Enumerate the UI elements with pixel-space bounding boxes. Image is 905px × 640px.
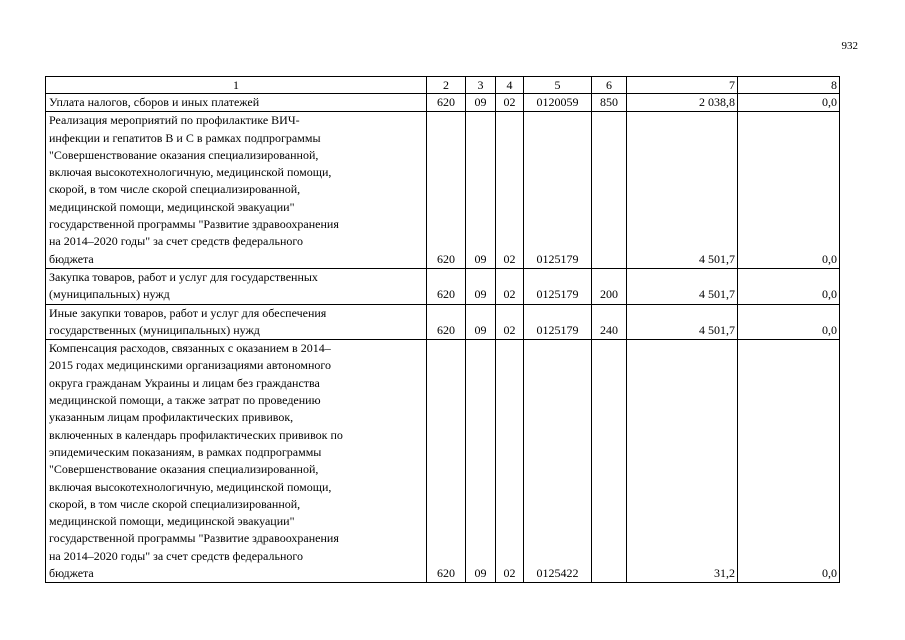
description-line: "Совершенствование оказания специализированной, xyxy=(49,462,319,477)
description-line: Уплата налогов, сборов и иных платежей xyxy=(49,95,260,109)
expense-type-cell: 850 xyxy=(592,94,627,112)
subsection-code-cell: 02 xyxy=(496,112,524,269)
page-number: 932 xyxy=(841,40,858,52)
column-header: 4 xyxy=(496,77,524,94)
admin-code-cell: 620 xyxy=(427,268,466,304)
subsection-code-cell: 02 xyxy=(496,268,524,304)
admin-code-cell: 620 xyxy=(427,94,466,112)
admin-code-cell: 620 xyxy=(427,112,466,269)
row-description xyxy=(46,304,427,340)
column-header: 3 xyxy=(466,77,496,94)
table-row xyxy=(46,304,840,340)
amount-cell: 4 501,7 xyxy=(627,112,738,269)
admin-code-cell: 620 xyxy=(427,340,466,583)
section-code-cell: 09 xyxy=(466,304,496,340)
budget-table xyxy=(45,76,840,583)
row-description xyxy=(46,94,427,112)
section-code-cell: 09 xyxy=(466,340,496,583)
description-line: эпидемическим показаниям, в рамках подпрограммы xyxy=(49,444,322,459)
table-row xyxy=(46,94,840,112)
description-line: округа гражданам Украины и лицам без гражданства xyxy=(49,375,320,390)
description-line: бюджета xyxy=(49,251,94,266)
description-line: (муниципальных) нужд xyxy=(49,287,170,302)
expense-type-cell xyxy=(592,112,627,269)
table-row xyxy=(46,112,840,269)
description-line: государственных (муниципальных) нужд xyxy=(49,322,260,337)
section-code-cell: 09 xyxy=(466,94,496,112)
description-line: Компенсация расходов, связанных с оказанием в 2014– xyxy=(49,341,331,356)
description-line: указанным лицам профилактических прививок, xyxy=(49,410,294,425)
description-line: включая высокотехнологичную, медицинской помощи, xyxy=(49,165,332,180)
admin-code-cell: 620 xyxy=(427,304,466,340)
subsection-code-cell: 02 xyxy=(496,340,524,583)
description-line: медицинской помощи, а также затрат по проведению xyxy=(49,393,321,408)
row-description xyxy=(46,268,427,304)
amount-cell: 2 038,8 xyxy=(627,94,738,112)
header-row xyxy=(46,77,840,94)
subsection-code-cell: 02 xyxy=(496,304,524,340)
table-row xyxy=(46,268,840,304)
subsection-code-cell: 02 xyxy=(496,94,524,112)
expense-type-cell xyxy=(592,340,627,583)
description-line: Закупка товаров, работ и услуг для государственных xyxy=(49,269,318,284)
amount-cell: 0,0 xyxy=(738,268,840,304)
column-header: 6 xyxy=(592,77,627,94)
column-header: 2 xyxy=(427,77,466,94)
description-line: Иные закупки товаров, работ и услуг для обеспечения xyxy=(49,305,327,320)
amount-cell: 4 501,7 xyxy=(627,304,738,340)
section-code-cell: 09 xyxy=(466,268,496,304)
column-header: 1 xyxy=(46,77,427,94)
amount-cell: 0,0 xyxy=(738,340,840,583)
amount-cell: 0,0 xyxy=(738,94,840,112)
description-line: 2015 годах медицинскими организациями автономного xyxy=(49,358,332,373)
description-line: "Совершенствование оказания специализированной, xyxy=(49,147,319,162)
description-line: медицинской помощи, медицинской эвакуации" xyxy=(49,199,295,214)
description-line: Реализация мероприятий по профилактике ВИЧ- xyxy=(49,113,300,128)
expense-type-cell: 240 xyxy=(592,304,627,340)
target-article-cell: 0120059 xyxy=(524,94,592,112)
target-article-cell: 0125179 xyxy=(524,112,592,269)
description-line: скорой, в том числе скорой специализированной, xyxy=(49,496,301,511)
description-line: бюджета xyxy=(49,566,94,581)
description-line: государственной программы "Развитие здравоохранения xyxy=(49,217,339,232)
description-line: медицинской помощи, медицинской эвакуации" xyxy=(49,514,295,529)
column-header: 8 xyxy=(738,77,840,94)
description-line: включая высокотехнологичную, медицинской помощи, xyxy=(49,479,332,494)
description-line: на 2014–2020 годы" за счет средств федерального xyxy=(49,234,303,249)
row-description xyxy=(46,112,427,269)
amount-cell: 4 501,7 xyxy=(627,268,738,304)
row-description xyxy=(46,340,427,583)
expense-type-cell: 200 xyxy=(592,268,627,304)
target-article-cell: 0125179 xyxy=(524,268,592,304)
target-article-cell: 0125179 xyxy=(524,304,592,340)
description-line: включенных в календарь профилактических прививок по xyxy=(49,427,343,442)
amount-cell: 0,0 xyxy=(738,112,840,269)
amount-cell: 31,2 xyxy=(627,340,738,583)
column-header: 7 xyxy=(627,77,738,94)
target-article-cell: 0125422 xyxy=(524,340,592,583)
description-line: государственной программы "Развитие здравоохранения xyxy=(49,531,339,546)
description-line: скорой, в том числе скорой специализированной, xyxy=(49,182,301,197)
table-row xyxy=(46,340,840,583)
amount-cell: 0,0 xyxy=(738,304,840,340)
description-line: на 2014–2020 годы" за счет средств федерального xyxy=(49,548,303,563)
section-code-cell: 09 xyxy=(466,112,496,269)
description-line: инфекции и гепатитов В и С в рамках подпрограммы xyxy=(49,130,321,145)
column-header: 5 xyxy=(524,77,592,94)
